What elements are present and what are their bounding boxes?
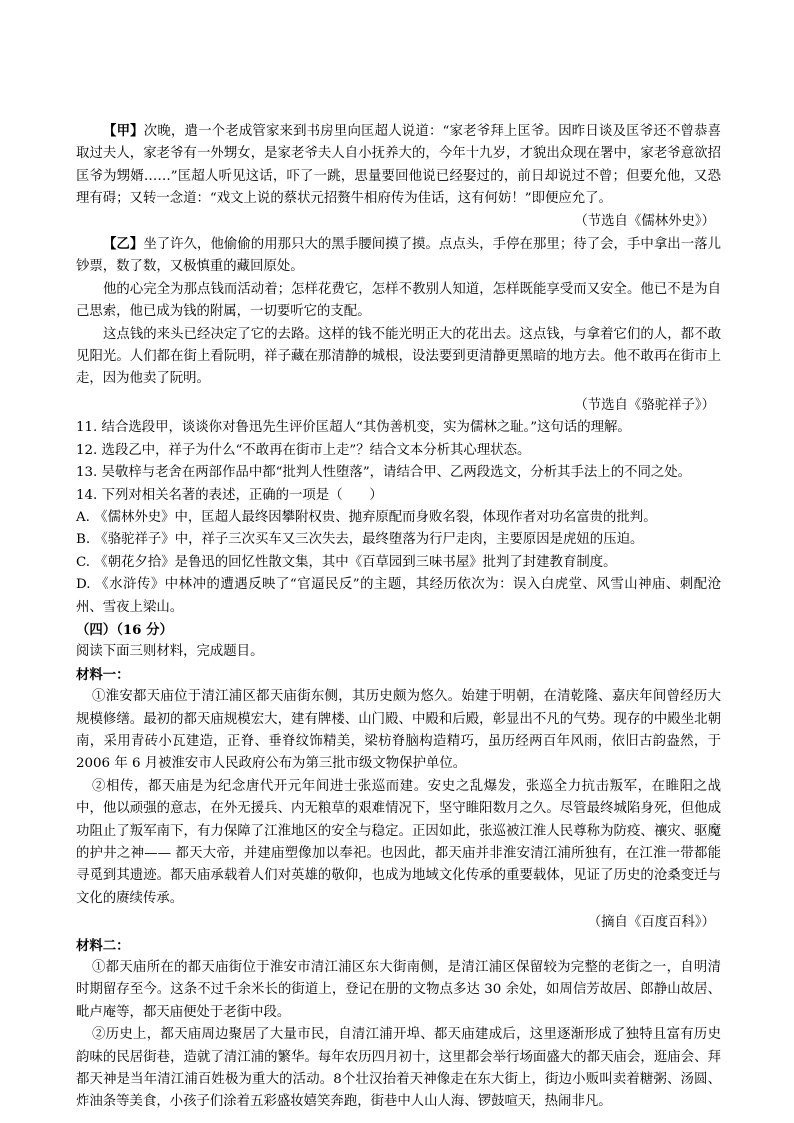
document-page [76,120,721,1114]
section-heading: （四）（16 分） [76,621,173,638]
passage-jia-text: 次晚，遣一个老成管家来到书房里向匡超人说道：“家老爷拜上匡爷。因昨日谈及匡爷还不曾恭喜取过夫人，家老爷有一外甥女，是家老爷夫人自小抚养大的，今年十九岁，才貌出众现在署中，家老爷意欲招匡爷为甥婿……”匡超人听见这话，吓了一跳，思量要回他说已经娶过的，前日却说过不曾；但要允他，又恐理有碍；又转一念道：“戏文上说的蔡状元招赘牛相府传为佳话，这有何妨！”即便应允了。 [76,124,722,207]
material-1-title: 材料一： [76,666,130,683]
material-1-p2: ②相传，都天庙是为纪念唐代开元年间进士张巡而建。安史之乱爆发，张巡全力抗击叛军，在睢阳之战中，他以顽强的意志，在外无援兵、内无粮草的艰难情况下，坚守睢阳数月之久。尽管最终城陷身死，但他成功阻止了叛军南下，有力保障了江淮地区的安全与稳定。正因如此，张巡被江淮人民尊称为防疫、禳灾、驱魔的护井之神—— 都天大帝，并建庙塑像加以奉祀。也因此，都天庙并非淮安清江浦所独有，在江淮一带都能寻觅到其遗迹。都天庙承载着人们对英雄的敬仰，也成为地域文化传承的重要载体，见证了历史的沧桑变迁与文化的赓续传承。 [76,778,721,906]
passage-yi-p1-text: 坐了许久，他偷偷的用那只大的黑手腰间摸了摸。点点头，手停在那里；待了会，手中拿出一落儿钞票，数了数，又极慎重的藏回原处。 [76,237,722,275]
material-2-p2: ②历史上，都天庙周边聚居了大量市民，自清江浦开埠、都天庙建成后，这里逐渐形成了独特且富有历史韵味的民居街巷，造就了清江浦的繁华。每年农历四月初十，这里都会举行场面盛大的都天庙会，逛庙会、拜都天神是当年清江浦百姓极为重大的活动。8个壮汉抬着天神像走在东大街上，街边小贩叫卖着糖粥、汤圆、炸油条等美食，小孩子们涂着五彩盛妆嬉笑奔跑，街巷中人山人海、锣鼓喧天，热闹非凡。 [76,1027,721,1110]
passage-jia-tag: 【甲】 [103,123,144,139]
question-13: 13. 吴敬梓与老舍在两部作品中都“批判人性堕落”，请结合甲、乙两段选文，分析其手法上的不同之处。 [76,465,692,481]
passage-jia [76,120,721,211]
question-12: 12. 选段乙中，祥子为什么“不敢再在街市上走”？结合文本分析其心理状态。 [76,442,531,458]
option-c: C. 《朝花夕拾》是鲁迅的回忆性散文集，其中《百草园到三味书屋》批判了封建教育制度。 [76,554,617,570]
material-1-p1: ①淮安都天庙位于清江浦区都天庙街东侧，其历史颇为悠久。始建于明朝，在清乾隆、嘉庆年间曾经历大规模修缮。最初的都天庙规模宏大，建有牌楼、山门殿、中殿和后殿，彰显出不凡的气势。现存的中殿坐北朝南，采用青砖小瓦建造，正脊、垂脊纹饰精美，梁枋脊脑构造精巧，虽历经两百年风雨，依旧古韵盎然，于 2006 年 6 月被淮安市人民政府公布为第三批市级文物保护单位。 [76,689,721,772]
material-1-source: （摘自《百度百科》） [587,915,715,931]
question-11: 11. 结合选段甲，谈谈你对鲁迅先生评价匡超人“其伪善机变，实为儒林之耻。”这句话的理解。 [76,420,631,436]
material-2-title: 材料二： [76,937,130,954]
option-d: D. 《水浒传》中林冲的遭遇反映了“官逼民反”的主题，其经历依次为：误入白虎堂、风雪山神庙、刺配沧州、雪夜上梁山。 [76,577,721,615]
passage-yi-source: （节选自《骆驼祥子》） [574,397,715,413]
passage-yi-p1 [76,233,721,279]
option-a: A. 《儒林外史》中，匡超人最终因攀附权贵、抛弃原配而身败名裂，体现作者对功名富贵的批判。 [76,509,657,525]
section-instruction: 阅读下面三则材料，完成题目。 [76,644,264,660]
passage-yi-p3: 这点钱的来头已经决定了它的去路。这样的钱不能光明正大的花出去。这点钱，与拿着它们的人，都不敢见阳光。人们都在街上看阮明，祥子藏在那清静的城根，设法要到更清静更黑暗的地方去。他不敢再在街市上走，因为他卖了阮明。 [76,326,721,387]
option-b: B. 《骆驼祥子》中，祥子三次买车又三次失去，最终堕落为行尸走肉，主要原因是虎妞的压迫。 [76,532,644,548]
passage-yi-tag: 【乙】 [103,236,144,253]
passage-jia-source: （节选自《儒林外史》） [574,213,715,229]
material-2-p1: ①都天庙所在的都天庙街位于淮安市清江浦区东大街南侧，是清江浦区保留较为完整的老街之一，自明清时期留存至今。这条不过千余米长的街道上，登记在册的文物点多达 30 余处，如周信芳故居、郎静山故居、毗卢庵等，都天庙便处于老街中段。 [76,960,721,1020]
question-14: 14. 下列对相关名著的表述，正确的一项是（ ） [76,487,383,503]
passage-yi-p2: 他的心完全为那点钱而活动着；怎样花费它，怎样不教别人知道，怎样既能享受而又安全。他已不是为自己思索，他已成为钱的附属，一切要听它的支配。 [76,281,721,320]
